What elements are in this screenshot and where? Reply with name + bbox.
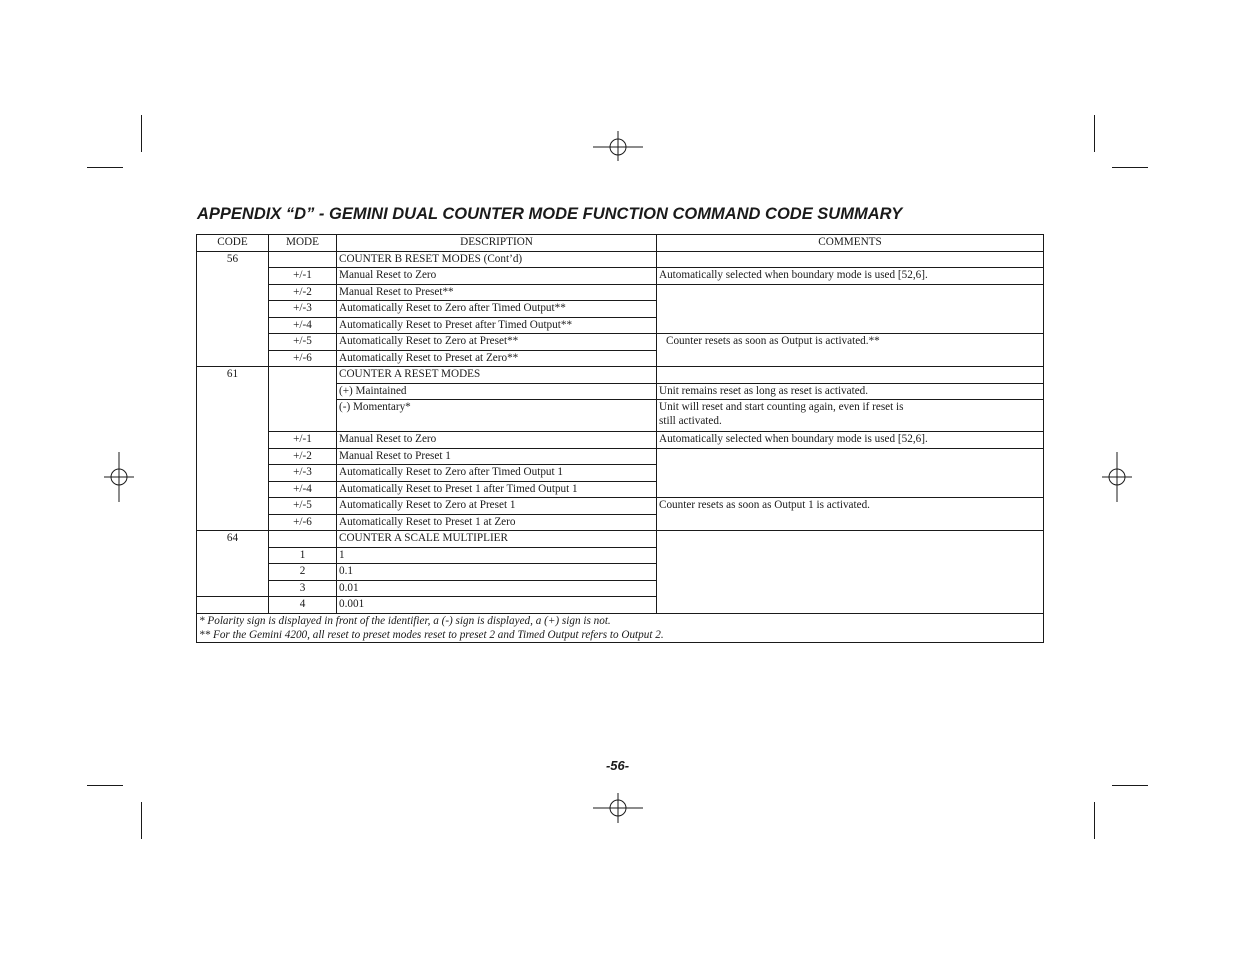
description-cell: (+) Maintained bbox=[337, 383, 657, 400]
comment-cell: Automatically selected when boundary mode is used [52,6]. bbox=[657, 432, 1044, 449]
mode-column-header: MODE bbox=[269, 235, 337, 252]
description-cell: Manual Reset to Preset 1 bbox=[337, 448, 657, 465]
mode-cell bbox=[269, 251, 337, 268]
registration-mark-icon bbox=[1102, 452, 1132, 502]
description-cell: 1 bbox=[337, 547, 657, 564]
command-code-table bbox=[196, 234, 1044, 643]
description-cell: Automatically Reset to Zero after Timed Output 1 bbox=[337, 465, 657, 482]
crop-mark bbox=[87, 167, 123, 168]
page-number: -56- bbox=[605, 758, 630, 773]
notes-row bbox=[197, 613, 1044, 642]
description-cell: Automatically Reset to Zero at Preset 1 bbox=[337, 498, 657, 515]
crop-mark bbox=[87, 785, 123, 786]
table-row bbox=[197, 432, 1044, 449]
code-column-header: CODE bbox=[197, 235, 269, 252]
description-cell: Automatically Reset to Preset 1 after Timed Output 1 bbox=[337, 481, 657, 498]
table-row bbox=[197, 448, 1044, 465]
mode-cell bbox=[269, 367, 337, 432]
table-row bbox=[197, 251, 1044, 268]
section-heading: COUNTER A SCALE MULTIPLIER bbox=[337, 531, 657, 548]
table-row bbox=[197, 367, 1044, 384]
crop-mark bbox=[141, 802, 142, 839]
mode-cell: +/-1 bbox=[269, 432, 337, 449]
description-cell: (-) Momentary* bbox=[337, 400, 657, 432]
description-cell: Automatically Reset to Preset after Timed Output** bbox=[337, 317, 657, 334]
crop-mark bbox=[141, 115, 142, 152]
comment-cell bbox=[657, 251, 1044, 268]
table-row bbox=[197, 498, 1044, 515]
comment-cell bbox=[657, 531, 1044, 614]
table-row bbox=[197, 334, 1044, 351]
crop-mark bbox=[1112, 167, 1148, 168]
registration-mark-icon bbox=[593, 793, 643, 823]
mode-cell: 1 bbox=[269, 547, 337, 564]
table-row bbox=[197, 531, 1044, 548]
mode-cell: +/-4 bbox=[269, 481, 337, 498]
mode-cell: +/-3 bbox=[269, 465, 337, 482]
comment-cell: Counter resets as soon as Output 1 is activated. bbox=[657, 498, 1044, 531]
comment-cell bbox=[657, 400, 1044, 432]
footnote: * Polarity sign is displayed in front of the identifier, a (-) sign is displayed, a (+) sign is not. bbox=[199, 614, 611, 627]
footnotes bbox=[197, 613, 1044, 642]
code-cell: 56 bbox=[197, 251, 269, 367]
comment-line: still activated. bbox=[659, 415, 722, 427]
comment-cell bbox=[657, 367, 1044, 384]
comments-column-header: COMMENTS bbox=[657, 235, 1044, 252]
mode-cell bbox=[269, 531, 337, 548]
description-cell: 0.001 bbox=[337, 597, 657, 614]
comment-cell: Counter resets as soon as Output is activated.** bbox=[657, 334, 1044, 367]
description-cell: Automatically Reset to Preset at Zero** bbox=[337, 350, 657, 367]
comment-line: Unit will reset and start counting again, even if reset is bbox=[659, 401, 904, 413]
description-cell: 0.1 bbox=[337, 564, 657, 581]
mode-cell: 2 bbox=[269, 564, 337, 581]
section-heading: COUNTER A RESET MODES bbox=[337, 367, 657, 384]
description-cell: 0.01 bbox=[337, 580, 657, 597]
description-cell: Automatically Reset to Zero after Timed Output** bbox=[337, 301, 657, 318]
comment-cell: Unit remains reset as long as reset is activated. bbox=[657, 383, 1044, 400]
page-title: APPENDIX “D” - GEMINI DUAL COUNTER MODE FUNCTION COMMAND CODE SUMMARY bbox=[197, 205, 903, 223]
comment-cell bbox=[657, 284, 1044, 334]
mode-cell: +/-5 bbox=[269, 334, 337, 351]
mode-cell: +/-6 bbox=[269, 514, 337, 531]
mode-cell: 4 bbox=[269, 597, 337, 614]
crop-mark bbox=[1094, 802, 1095, 839]
table-row bbox=[197, 284, 1044, 301]
mode-cell: +/-6 bbox=[269, 350, 337, 367]
registration-mark-icon bbox=[104, 452, 134, 502]
crop-mark bbox=[1094, 115, 1095, 152]
footnote: ** For the Gemini 4200, all reset to preset modes reset to preset 2 and Timed Output refers to Output 2. bbox=[199, 628, 664, 641]
comment-cell: Automatically selected when boundary mode is used [52,6]. bbox=[657, 268, 1044, 285]
section-heading: COUNTER B RESET MODES (Cont’d) bbox=[337, 251, 657, 268]
comment-cell bbox=[657, 448, 1044, 498]
description-cell: Manual Reset to Preset** bbox=[337, 284, 657, 301]
code-cell: 61 bbox=[197, 367, 269, 531]
description-cell: Automatically Reset to Zero at Preset** bbox=[337, 334, 657, 351]
mode-cell: +/-3 bbox=[269, 301, 337, 318]
mode-cell: +/-2 bbox=[269, 448, 337, 465]
mode-cell: +/-1 bbox=[269, 268, 337, 285]
description-cell: Automatically Reset to Preset 1 at Zero bbox=[337, 514, 657, 531]
table-header-row bbox=[197, 235, 1044, 252]
description-cell: Manual Reset to Zero bbox=[337, 432, 657, 449]
mode-cell: 3 bbox=[269, 580, 337, 597]
crop-mark bbox=[1112, 785, 1148, 786]
code-cell: 64 bbox=[197, 531, 269, 597]
code-cell bbox=[197, 597, 269, 614]
description-cell: Manual Reset to Zero bbox=[337, 268, 657, 285]
description-column-header: DESCRIPTION bbox=[337, 235, 657, 252]
registration-mark-icon bbox=[593, 131, 643, 161]
table-row bbox=[197, 268, 1044, 285]
mode-cell: +/-5 bbox=[269, 498, 337, 515]
mode-cell: +/-4 bbox=[269, 317, 337, 334]
mode-cell: +/-2 bbox=[269, 284, 337, 301]
